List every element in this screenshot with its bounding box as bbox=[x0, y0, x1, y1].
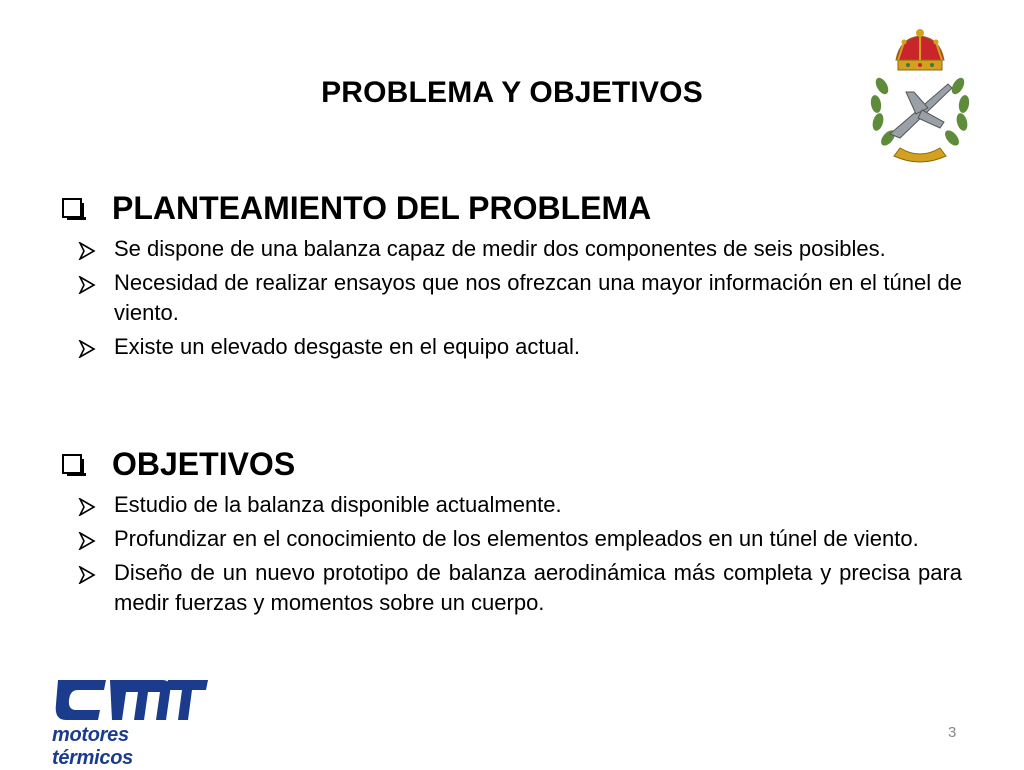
bullet-text: Diseño de un nuevo prototipo de balanza aerodinámica más completa y precisa para medir fuerzas y momentos sobre un cuerpo. bbox=[114, 560, 962, 615]
checkbox-icon bbox=[62, 454, 82, 474]
slide-title: PROBLEMA Y OBJETIVOS bbox=[321, 76, 703, 109]
list-item bbox=[62, 490, 962, 520]
arrow-bullet-icon bbox=[62, 558, 114, 584]
list-item bbox=[62, 332, 962, 362]
bullet-text: Profundizar en el conocimiento de los elementos empleados en un túnel de viento. bbox=[114, 526, 919, 551]
arrow-bullet-icon bbox=[62, 234, 114, 260]
arrow-bullet-icon bbox=[62, 332, 114, 358]
logo-subtitle: motores térmicos bbox=[52, 724, 133, 769]
checkbox-icon bbox=[62, 198, 82, 218]
section-planteamiento bbox=[62, 186, 962, 362]
bullet-text: Estudio de la balanza disponible actualmente. bbox=[114, 492, 562, 517]
list-item bbox=[62, 234, 962, 264]
bullet-text: Existe un elevado desgaste en el equipo actual. bbox=[114, 334, 580, 359]
list-item bbox=[62, 268, 962, 328]
list-item bbox=[62, 524, 962, 554]
section-heading: PLANTEAMIENTO DEL PROBLEMA bbox=[112, 189, 652, 226]
bullet-list bbox=[62, 490, 962, 618]
section-objetivos bbox=[62, 442, 962, 618]
page-number: 3 bbox=[948, 724, 957, 741]
aeronautical-emblem-icon bbox=[860, 26, 980, 166]
bullet-list bbox=[62, 234, 962, 362]
bullet-text: Se dispone de una balanza capaz de medir dos componentes de seis posibles. bbox=[114, 236, 886, 261]
arrow-bullet-icon bbox=[62, 490, 114, 516]
arrow-bullet-icon bbox=[62, 524, 114, 550]
list-item bbox=[62, 558, 962, 618]
bullet-text: Necesidad de realizar ensayos que nos ofrezcan una mayor información en el túnel de viento. bbox=[114, 270, 962, 325]
section-heading: OBJETIVOS bbox=[112, 445, 296, 482]
arrow-bullet-icon bbox=[62, 268, 114, 294]
